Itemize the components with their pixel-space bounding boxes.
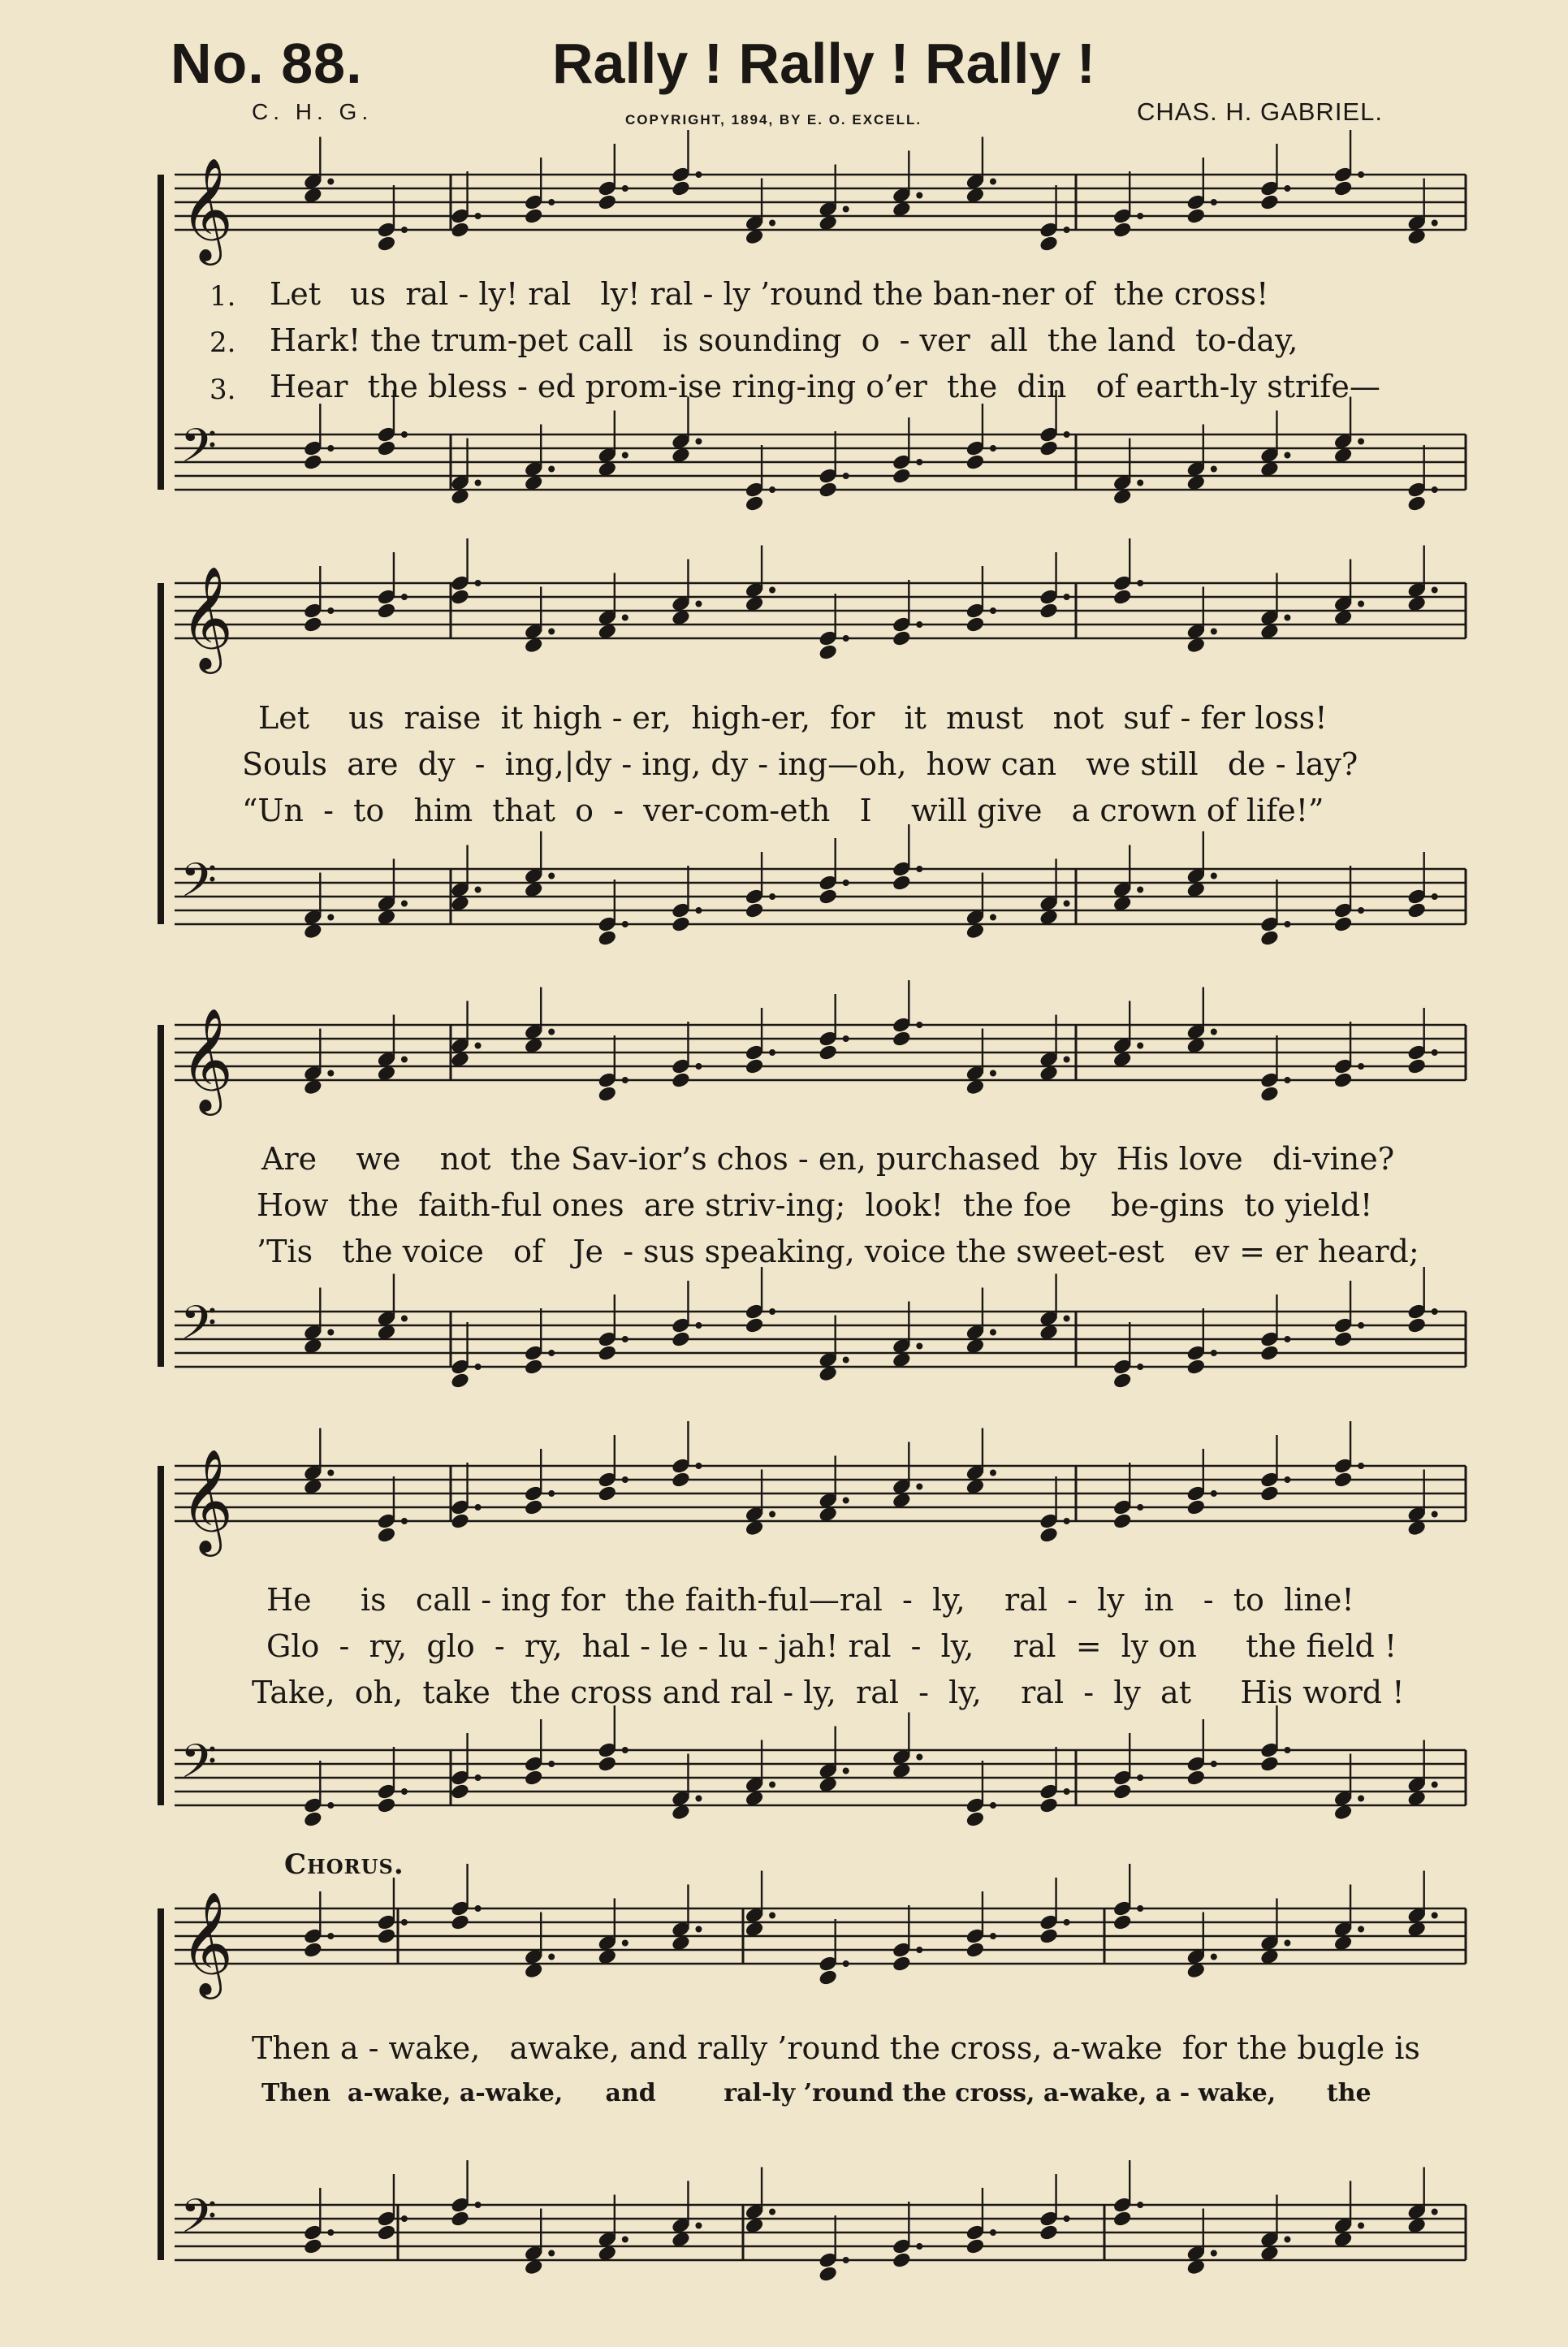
dot bbox=[770, 1050, 775, 1056]
dot bbox=[696, 1796, 702, 1801]
note-head bbox=[598, 929, 617, 946]
dot bbox=[475, 1906, 481, 1912]
dot bbox=[1211, 1954, 1216, 1960]
dot bbox=[401, 1316, 407, 1321]
dot bbox=[328, 1329, 334, 1335]
dot bbox=[1211, 873, 1216, 879]
lyric-line: ’Tis the voice of Je - sus speaking, voice the sweet-est ev = er heard; bbox=[257, 1234, 1419, 1269]
note-head bbox=[1259, 1344, 1279, 1361]
dot bbox=[1211, 200, 1216, 205]
dot bbox=[990, 1070, 996, 1076]
dot bbox=[328, 1070, 334, 1076]
note-head bbox=[1112, 1913, 1132, 1930]
dot bbox=[917, 622, 922, 628]
dot bbox=[1064, 227, 1069, 233]
dot bbox=[770, 2209, 775, 2215]
dot bbox=[401, 594, 407, 600]
note-head bbox=[451, 1512, 470, 1529]
note-head bbox=[377, 235, 396, 252]
lyric-line: Hear the bless - ed prom-ise ring-ing o’er the din of earth-ly strife— bbox=[270, 369, 1380, 404]
dot bbox=[401, 901, 407, 906]
dot bbox=[843, 1498, 849, 1503]
note-head bbox=[965, 1941, 985, 1958]
note-head bbox=[1039, 1927, 1059, 1944]
dot bbox=[549, 1491, 555, 1497]
note-head bbox=[819, 888, 838, 905]
dot bbox=[990, 179, 996, 184]
dot bbox=[1138, 2202, 1143, 2208]
composer-credit: CHAS. H. GABRIEL. bbox=[1137, 97, 1383, 126]
dot bbox=[328, 1934, 334, 1939]
dot bbox=[696, 439, 702, 444]
note-head bbox=[1259, 1755, 1279, 1772]
note-head bbox=[303, 1810, 322, 1827]
dot bbox=[328, 608, 334, 614]
note-head bbox=[1407, 1057, 1427, 1074]
dot bbox=[696, 1926, 702, 1932]
dot bbox=[770, 894, 775, 900]
dot bbox=[549, 1351, 555, 1356]
note-head bbox=[1112, 1512, 1132, 1529]
note-head bbox=[819, 1044, 838, 1061]
dot bbox=[1432, 1913, 1437, 1918]
note-head bbox=[598, 1755, 617, 1772]
lyric-line: Let us raise it high - er, high-er, for it must not suf - fer loss! bbox=[258, 700, 1328, 736]
dot bbox=[990, 608, 996, 614]
dot bbox=[1064, 1519, 1069, 1524]
note-head bbox=[377, 439, 396, 456]
dot bbox=[1138, 887, 1143, 893]
dot bbox=[1138, 1043, 1143, 1048]
dot bbox=[328, 446, 334, 452]
note-head bbox=[892, 467, 911, 484]
dot bbox=[1064, 1920, 1069, 1926]
note-head bbox=[303, 1941, 322, 1958]
note-head bbox=[377, 602, 396, 619]
note-head bbox=[1333, 1471, 1353, 1488]
dot bbox=[770, 220, 775, 226]
dot bbox=[401, 227, 407, 233]
verse-number: 2. bbox=[209, 326, 236, 359]
note-head bbox=[377, 1927, 396, 1944]
dot bbox=[1285, 2237, 1290, 2242]
dot bbox=[1432, 587, 1437, 593]
note-head bbox=[1186, 207, 1206, 224]
dot bbox=[328, 2230, 334, 2236]
dot bbox=[917, 1484, 922, 1489]
note-head bbox=[524, 207, 543, 224]
note-head bbox=[1407, 495, 1427, 512]
chorus-bass-lyric-line: Then a-wake, a-wake, and ral-ly ’round the cross, a-wake, a - wake, the bbox=[261, 2079, 1371, 2107]
lyric-line: Souls are dy - ing,|dy - ing, dy - ing—oh, how can we still de - lay? bbox=[242, 746, 1359, 782]
lyric-line: Hark! the trum-pet call is sounding o - ver all the land to-day, bbox=[270, 322, 1298, 358]
note-head bbox=[1039, 1526, 1059, 1543]
note-head bbox=[1112, 1783, 1132, 1800]
treble-clef: 𝄞 bbox=[180, 1007, 234, 1111]
dot bbox=[917, 1022, 922, 1028]
note-head bbox=[1039, 602, 1059, 619]
dot bbox=[696, 1463, 702, 1469]
dot bbox=[990, 1803, 996, 1809]
lyric-line: He is call - ing for the faith-ful—ral - ly, ral - ly in - to line! bbox=[266, 1582, 1354, 1618]
note-head bbox=[1333, 179, 1353, 197]
dot bbox=[1064, 594, 1069, 600]
dot bbox=[843, 206, 849, 212]
dot bbox=[1211, 1491, 1216, 1497]
note-head bbox=[598, 1344, 617, 1361]
treble-clef: 𝄞 bbox=[180, 565, 234, 669]
dot bbox=[1211, 1761, 1216, 1767]
note-head bbox=[671, 915, 690, 932]
dot bbox=[1432, 1050, 1437, 1056]
note-head bbox=[1186, 1358, 1206, 1375]
note-head bbox=[892, 2251, 911, 2268]
note-head bbox=[451, 588, 470, 605]
lyric-line: Glo - ry, glo - ry, hal - le - lu - jah! ral - ly, ral = ly on the field ! bbox=[266, 1628, 1397, 1664]
note-head bbox=[745, 1057, 764, 1074]
dot bbox=[401, 1789, 407, 1795]
dot bbox=[1285, 1748, 1290, 1753]
dot bbox=[990, 914, 996, 920]
dot bbox=[622, 1337, 628, 1342]
note-head bbox=[451, 2210, 470, 2227]
treble-clef: 𝄞 bbox=[180, 1891, 234, 1995]
dot bbox=[1285, 1940, 1290, 1946]
dot bbox=[549, 466, 555, 472]
dot bbox=[917, 2244, 922, 2250]
note-head bbox=[965, 616, 985, 633]
note-head bbox=[1112, 1372, 1132, 1389]
note-head bbox=[819, 1969, 838, 1986]
dot bbox=[1285, 1337, 1290, 1342]
note-head bbox=[745, 1316, 764, 1333]
note-head bbox=[965, 453, 985, 470]
note-head bbox=[598, 1085, 617, 1102]
dot bbox=[1064, 901, 1069, 906]
dot bbox=[990, 2230, 996, 2236]
dot bbox=[622, 615, 628, 620]
dot bbox=[843, 2258, 849, 2263]
dot bbox=[843, 1036, 849, 1042]
note-head bbox=[1259, 193, 1279, 210]
dot bbox=[1064, 432, 1069, 438]
note-head bbox=[1259, 1085, 1279, 1102]
note-head bbox=[524, 1769, 543, 1786]
dot bbox=[328, 1470, 334, 1476]
dot bbox=[401, 432, 407, 438]
dot bbox=[843, 1961, 849, 1967]
note-head bbox=[1407, 1316, 1427, 1333]
note-head bbox=[303, 616, 322, 633]
dot bbox=[1285, 452, 1290, 458]
dot bbox=[1285, 1477, 1290, 1483]
dot bbox=[622, 1748, 628, 1753]
dot bbox=[990, 1470, 996, 1476]
dot bbox=[549, 1954, 555, 1960]
hymn-title: Rally ! Rally ! Rally ! bbox=[552, 32, 1096, 95]
dot bbox=[1138, 480, 1143, 486]
dot bbox=[549, 2250, 555, 2256]
dot bbox=[622, 2237, 628, 2242]
note-head bbox=[451, 1783, 470, 1800]
note-head bbox=[303, 453, 322, 470]
dot bbox=[1285, 186, 1290, 192]
dot bbox=[917, 867, 922, 872]
dot bbox=[622, 1940, 628, 1946]
note-head bbox=[1112, 588, 1132, 605]
dot bbox=[770, 1913, 775, 1918]
dot bbox=[1285, 1078, 1290, 1083]
dot bbox=[1359, 908, 1364, 914]
dot bbox=[475, 581, 481, 586]
dot bbox=[328, 179, 334, 184]
note-head bbox=[819, 643, 838, 660]
dot bbox=[696, 2223, 702, 2228]
dot bbox=[1432, 1782, 1437, 1787]
note-head bbox=[892, 874, 911, 891]
note-head bbox=[1039, 1796, 1059, 1813]
dot bbox=[917, 460, 922, 465]
dot bbox=[1138, 1364, 1143, 1370]
dot bbox=[843, 1768, 849, 1774]
dot bbox=[622, 1477, 628, 1483]
dot bbox=[990, 446, 996, 452]
dot bbox=[1138, 1505, 1143, 1511]
dot bbox=[1359, 1064, 1364, 1070]
lyricist-credit: C. H. G. bbox=[252, 99, 374, 124]
dot bbox=[1211, 629, 1216, 634]
dot bbox=[770, 1782, 775, 1787]
treble-clef: 𝄞 bbox=[180, 157, 234, 261]
dot bbox=[1359, 1323, 1364, 1329]
note-head bbox=[1112, 2210, 1132, 2227]
verse-number: 1. bbox=[209, 280, 236, 313]
dot bbox=[1211, 1351, 1216, 1356]
dot bbox=[1432, 1511, 1437, 1517]
dot bbox=[549, 1761, 555, 1767]
dot bbox=[1359, 601, 1364, 607]
dot bbox=[1359, 1796, 1364, 1801]
note-head bbox=[451, 1372, 470, 1389]
dot bbox=[1359, 1463, 1364, 1469]
dot bbox=[917, 1343, 922, 1349]
dot bbox=[1359, 1926, 1364, 1932]
chorus-label: Chorus. bbox=[284, 1848, 404, 1881]
note-head bbox=[745, 901, 764, 918]
treble-clef: 𝄞 bbox=[180, 1448, 234, 1552]
note-head bbox=[671, 1071, 690, 1088]
note-head bbox=[1186, 1769, 1206, 1786]
note-head bbox=[1112, 221, 1132, 238]
dot bbox=[843, 1357, 849, 1363]
dot bbox=[401, 2216, 407, 2222]
dot bbox=[696, 601, 702, 607]
note-head bbox=[1259, 1485, 1279, 1502]
note-head bbox=[1407, 901, 1427, 918]
dot bbox=[475, 214, 481, 219]
dot bbox=[696, 172, 702, 178]
dot bbox=[549, 873, 555, 879]
dot bbox=[1285, 922, 1290, 927]
dot bbox=[1432, 487, 1437, 493]
dot bbox=[1138, 1775, 1143, 1781]
note-head bbox=[1186, 1498, 1206, 1515]
note-head bbox=[1333, 915, 1353, 932]
dot bbox=[549, 1029, 555, 1035]
bass-clef: 𝄢 bbox=[180, 418, 218, 485]
note-head bbox=[1039, 2224, 1059, 2241]
dot bbox=[1359, 172, 1364, 178]
lyric-line: Let us ral - ly! ral ly! ral - ly ’round the ban-ner of the cross! bbox=[270, 276, 1269, 312]
note-head bbox=[598, 193, 617, 210]
dot bbox=[770, 587, 775, 593]
dot bbox=[1359, 2223, 1364, 2228]
bass-clef: 𝄢 bbox=[180, 853, 218, 919]
chorus-lyric-line: Then a - wake, awake, and rally ’round the cross, a-wake for the bugle is bbox=[252, 2030, 1420, 2066]
copyright-notice: COPYRIGHT, 1894, BY E. O. EXCELL. bbox=[625, 112, 922, 128]
dot bbox=[990, 1329, 996, 1335]
dot bbox=[475, 1043, 481, 1048]
dot bbox=[1064, 1789, 1069, 1795]
dot bbox=[401, 1920, 407, 1926]
dot bbox=[770, 1309, 775, 1315]
dot bbox=[1138, 214, 1143, 219]
note-head bbox=[451, 221, 470, 238]
dot bbox=[549, 629, 555, 634]
dot bbox=[1064, 1057, 1069, 1062]
note-head bbox=[303, 2237, 322, 2254]
dot bbox=[549, 200, 555, 205]
note-head bbox=[892, 629, 911, 646]
lyric-line: “Un - to him that o - ver-com-eth I will give a crown of life!” bbox=[242, 793, 1324, 828]
verse-number: 3. bbox=[209, 374, 236, 406]
dot bbox=[1432, 894, 1437, 900]
dot bbox=[328, 914, 334, 920]
dot bbox=[696, 1064, 702, 1070]
dot bbox=[1138, 1906, 1143, 1912]
dot bbox=[622, 452, 628, 458]
dot bbox=[475, 1364, 481, 1370]
dot bbox=[1285, 615, 1290, 620]
dot bbox=[1064, 1316, 1069, 1321]
note-head bbox=[819, 2265, 838, 2282]
note-head bbox=[1039, 235, 1059, 252]
dot bbox=[770, 1511, 775, 1517]
note-head bbox=[1333, 1071, 1353, 1088]
note-head bbox=[745, 495, 764, 512]
note-head bbox=[671, 1330, 690, 1347]
dot bbox=[1211, 2250, 1216, 2256]
note-head bbox=[377, 1796, 396, 1813]
dot bbox=[1432, 2209, 1437, 2215]
note-head bbox=[965, 1810, 985, 1827]
note-head bbox=[671, 179, 690, 197]
note-head bbox=[377, 2224, 396, 2241]
lyric-line: How the faith-ful ones are striv-ing; look! the foe be-gins to yield! bbox=[257, 1187, 1373, 1223]
hymn-number: No. 88. bbox=[171, 32, 363, 95]
dot bbox=[475, 2202, 481, 2208]
dot bbox=[475, 480, 481, 486]
bass-clef: 𝄢 bbox=[180, 1734, 218, 1800]
dot bbox=[843, 880, 849, 886]
dot bbox=[1432, 1309, 1437, 1315]
lyric-line: Take, oh, take the cross and ral - ly, ral - ly, ral - ly at His word ! bbox=[252, 1675, 1405, 1710]
dot bbox=[990, 1934, 996, 1939]
note-head bbox=[819, 481, 838, 498]
bass-clef: 𝄢 bbox=[180, 2189, 218, 2255]
dot bbox=[843, 636, 849, 642]
dot bbox=[475, 1775, 481, 1781]
dot bbox=[917, 1947, 922, 1953]
dot bbox=[1064, 2216, 1069, 2222]
dot bbox=[475, 887, 481, 893]
lyric-line: Are we not the Sav-ior’s chos - en, purchased by His love di-vine? bbox=[261, 1141, 1395, 1177]
note-head bbox=[524, 1498, 543, 1515]
note-head bbox=[1333, 1330, 1353, 1347]
note-head bbox=[892, 1955, 911, 1972]
dot bbox=[843, 473, 849, 479]
dot bbox=[1432, 220, 1437, 226]
dot bbox=[622, 922, 628, 927]
dot bbox=[917, 192, 922, 198]
note-head bbox=[965, 2237, 985, 2254]
dot bbox=[401, 1057, 407, 1062]
note-head bbox=[892, 1030, 911, 1047]
bass-clef: 𝄢 bbox=[180, 1295, 218, 1362]
dot bbox=[1138, 581, 1143, 586]
dot bbox=[917, 1754, 922, 1760]
note-head bbox=[451, 1913, 470, 1930]
dot bbox=[328, 1803, 334, 1809]
note-head bbox=[524, 1358, 543, 1375]
dot bbox=[1211, 1029, 1216, 1035]
dot bbox=[1211, 466, 1216, 472]
note-head bbox=[671, 1471, 690, 1488]
dot bbox=[622, 186, 628, 192]
dot bbox=[622, 1078, 628, 1083]
dot bbox=[696, 908, 702, 914]
note-head bbox=[598, 1485, 617, 1502]
note-head bbox=[1259, 929, 1279, 946]
dot bbox=[770, 487, 775, 493]
dot bbox=[696, 1323, 702, 1329]
note-head bbox=[377, 1526, 396, 1543]
note-head bbox=[1039, 439, 1059, 456]
dot bbox=[475, 1505, 481, 1511]
dot bbox=[401, 1519, 407, 1524]
dot bbox=[1359, 439, 1364, 444]
